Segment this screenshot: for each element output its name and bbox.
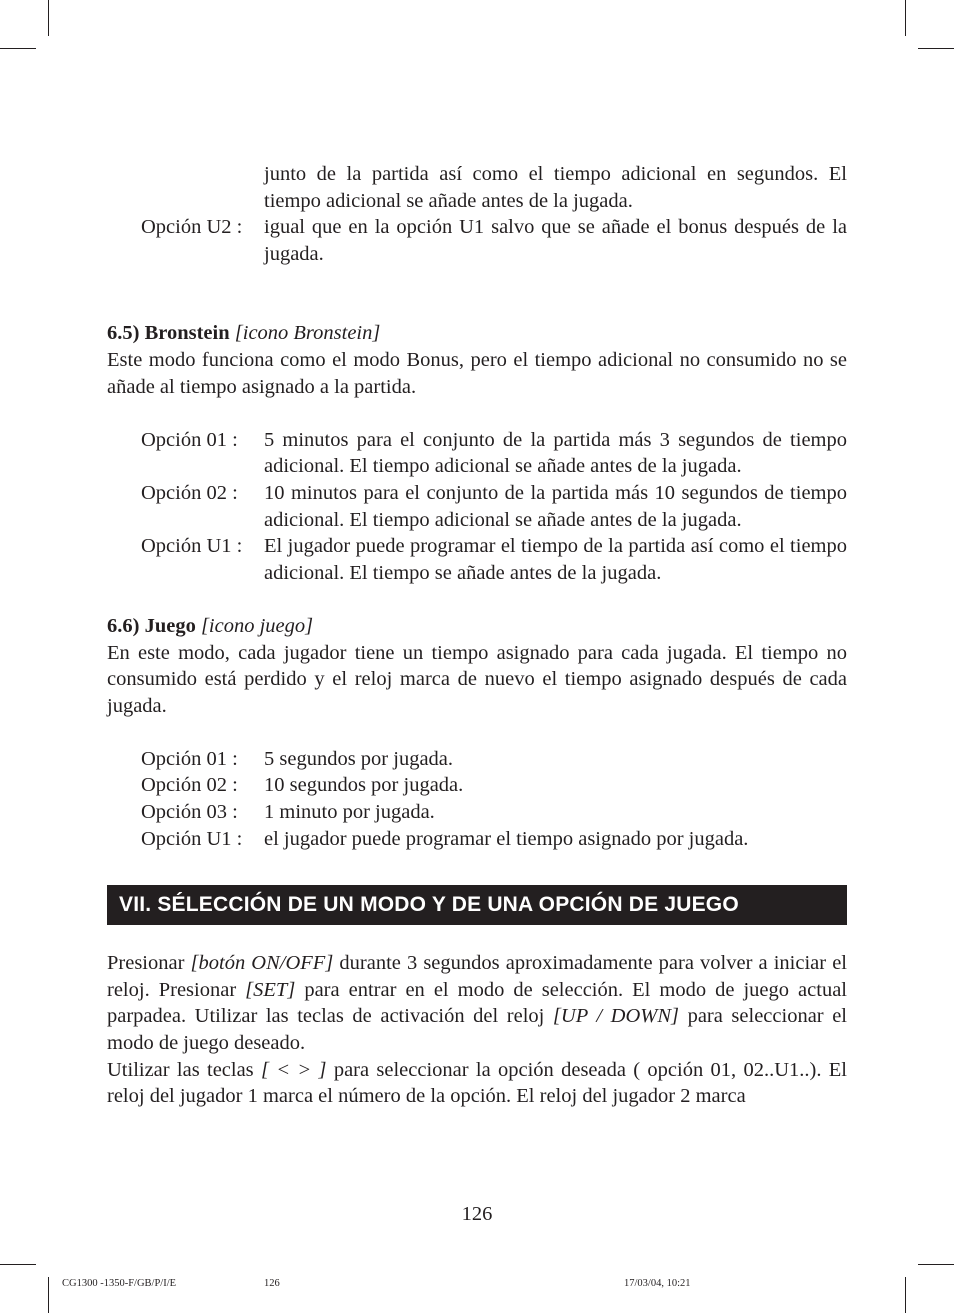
key-reference: [ < > ] <box>260 1058 327 1081</box>
option-label: Opción U2 : <box>141 216 243 239</box>
option-row <box>107 746 847 773</box>
option-label <box>107 161 264 214</box>
option-label: Opción 01 : <box>141 747 238 770</box>
crop-mark-bottom-right-h <box>918 1264 954 1265</box>
crop-mark-top-left-h <box>0 48 36 49</box>
option-label: Opción U1 : <box>141 535 243 558</box>
option-label: Opción 02 : <box>141 774 238 797</box>
crop-mark-top-right-v <box>905 0 906 36</box>
chapter-title-bar <box>107 885 847 925</box>
section-intro-juego: En este modo, cada jugador tiene un tiempo asignado para cada jugada. El tiempo no consumido está perdido y el reloj marca de nuevo el tiempo asignado después de cada jugada. <box>107 641 847 717</box>
option-text: 5 minutos para el conjunto de la partida más 3 segundos de tiempo adicional. El tiempo adicional se añade antes de la jugada. <box>264 428 847 478</box>
option-text: 10 minutos para el conjunto de la partida más 10 segundos de tiempo adicional. El tiempo adicional se añade antes de la jugada. <box>264 481 847 531</box>
option-text: junto de la partida así como el tiempo adicional en segundos. El tiempo adicional se añade antes de la jugada. <box>264 163 847 212</box>
option-label: Opción 03 : <box>141 801 238 824</box>
footer-timestamp: 17/03/04, 10:21 <box>624 1278 691 1289</box>
footer-doc-code: CG1300 -1350-F/GB/P/I/E <box>62 1278 177 1289</box>
option-label: Opción U1 : <box>141 827 243 850</box>
section-intro-bronstein: Este modo funciona como el modo Bonus, pero el tiempo adicional no consumido no se añade al tiempo asignado a la partida. <box>107 348 847 398</box>
option-row <box>107 427 847 480</box>
option-u1-continuation <box>107 161 847 214</box>
key-reference: [UP / DOWN] <box>552 1005 680 1028</box>
option-text: el jugador puede programar el tiempo asignado por jugada. <box>264 827 749 850</box>
heading-italic: [icono juego] <box>200 614 314 637</box>
option-row <box>107 480 847 533</box>
heading-bold: 6.6) Juego <box>107 614 196 637</box>
chapter-paragraph-1: Presionar [botón ON/OFF] durante 3 segundos aproximadamente para volver a iniciar el reloj. Presionar [SET] para entrar en el modo de selección. El modo de juego actual parpadea. Utilizar las teclas de activación del reloj [UP / DOWN] para seleccionar el modo de juego deseado. <box>107 952 847 1055</box>
heading-italic: [icono Bronstein] <box>234 322 381 345</box>
chapter-title: VII. SÉLECCIÓN DE UN MODO Y DE UNA OPCIÓN DE JUEGO <box>119 892 739 916</box>
crop-mark-bottom-right-v <box>905 1277 906 1313</box>
option-text: 1 minuto por jugada. <box>264 801 435 824</box>
crop-mark-bottom-left-v <box>48 1277 49 1313</box>
option-text: 10 segundos por jugada. <box>264 774 464 797</box>
option-row <box>107 826 847 853</box>
option-label: Opción 01 : <box>141 428 238 451</box>
section-heading-bronstein <box>107 320 847 347</box>
option-label: Opción 02 : <box>141 481 238 504</box>
page-number: 126 <box>461 1203 493 1225</box>
option-row <box>107 533 847 586</box>
crop-mark-top-left-v <box>48 0 49 36</box>
key-reference: [SET] <box>245 978 296 1001</box>
option-row <box>107 772 847 799</box>
section-heading-juego <box>107 613 847 640</box>
heading-bold: 6.5) Bronstein <box>107 322 230 345</box>
option-u2 <box>107 214 847 267</box>
page-body <box>107 161 847 1110</box>
option-text: El jugador puede programar el tiempo de la partida así como el tiempo adicional. El tiempo se añade antes de la jugada. <box>264 535 847 584</box>
chapter-paragraph-2: Utilizar las teclas [ < > ] para seleccionar la opción deseada ( opción 01, 02..U1..). El reloj del jugador 1 marca el número de la opción. El reloj del jugador 2 marca <box>107 1058 847 1108</box>
crop-mark-top-right-h <box>918 48 954 49</box>
option-text: 5 segundos por jugada. <box>264 747 454 770</box>
option-row <box>107 799 847 826</box>
key-reference: [botón ON/OFF] <box>190 952 334 975</box>
option-text: igual que en la opción U1 salvo que se añade el bonus después de la jugada. <box>264 216 847 265</box>
footer-page: 126 <box>264 1278 280 1289</box>
crop-mark-bottom-left-h <box>0 1264 36 1265</box>
